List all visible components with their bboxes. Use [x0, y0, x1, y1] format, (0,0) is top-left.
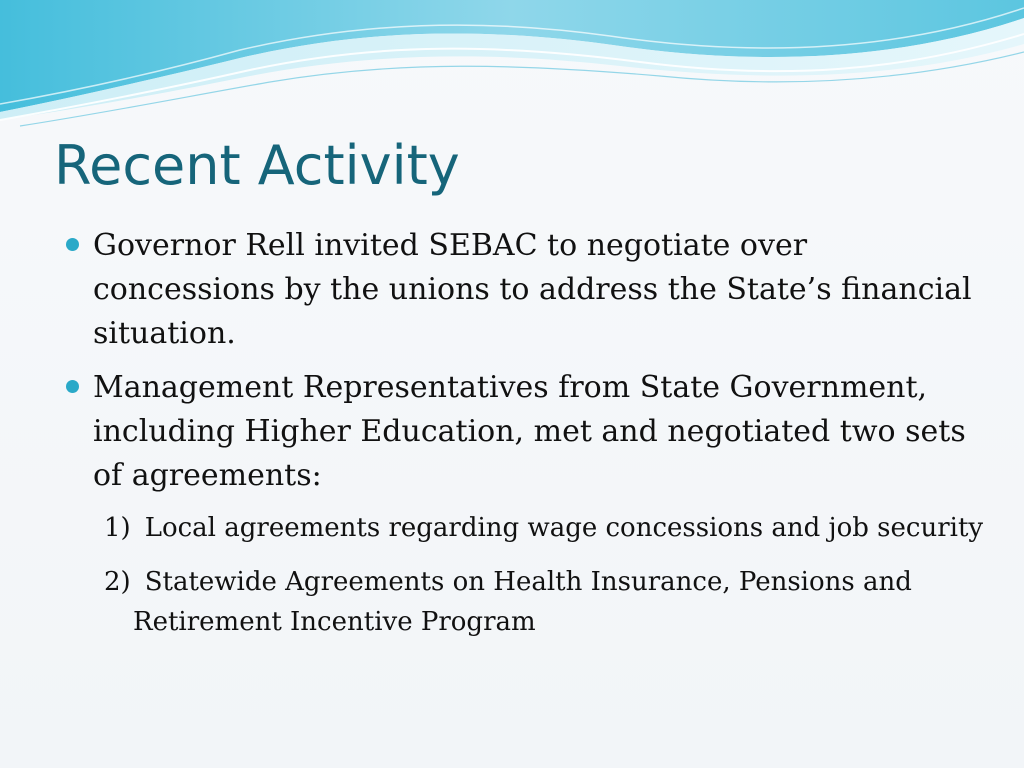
bullet-item [64, 366, 984, 498]
numbered-item [104, 508, 984, 548]
bullet-dot-icon [66, 238, 79, 251]
item-text: Local agreements regarding wage concessions and job security [144, 513, 984, 543]
item-text: Statewide Agreements on Health Insurance, Pensions and Retirement Incentive Program [133, 567, 912, 637]
slide-title: Recent Activity [54, 134, 460, 197]
item-number: 1) [104, 513, 131, 543]
item-number: 2) [104, 567, 131, 597]
numbered-sublist [104, 508, 984, 642]
bullet-text: Management Representatives from State Government, including Higher Education, met and negotiated two sets of agreements: [93, 370, 966, 493]
bullet-text: Governor Rell invited SEBAC to negotiate over concessions by the unions to address the State’s financial situation. [93, 228, 972, 351]
bullet-dot-icon [66, 380, 79, 393]
slide-body [64, 224, 984, 656]
wave-header-decoration [0, 0, 1024, 130]
numbered-item [104, 562, 984, 642]
bullet-item [64, 224, 984, 356]
